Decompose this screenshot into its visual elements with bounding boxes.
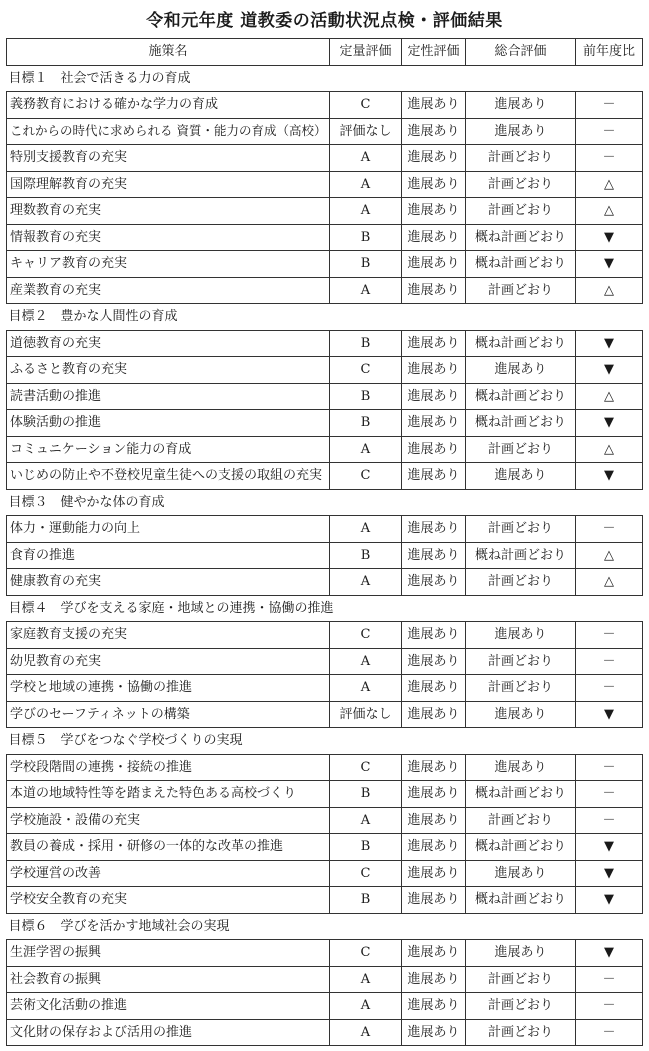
cell-year-compare: ▼ (576, 463, 643, 490)
cell-qualitative: 進展あり (402, 171, 466, 198)
goal-row (7, 913, 643, 940)
cell-quantitative: A (330, 277, 402, 304)
cell-qualitative: 進展あり (402, 330, 466, 357)
cell-year-compare: － (576, 807, 643, 834)
table-row (7, 198, 643, 225)
cell-overall: 進展あり (466, 940, 576, 967)
cell-overall: 計画どおり (466, 145, 576, 172)
cell-overall: 進展あり (466, 754, 576, 781)
cell-year-compare: － (576, 145, 643, 172)
cell-overall: 概ね計画どおり (466, 781, 576, 808)
table-body (7, 65, 643, 1046)
cell-year-compare: ▼ (576, 887, 643, 914)
cell-overall: 計画どおり (466, 198, 576, 225)
cell-quantitative: B (330, 887, 402, 914)
cell-year-compare: ▼ (576, 357, 643, 384)
cell-year-compare: － (576, 622, 643, 649)
goal-heading: 目標５ 学びをつなぐ学校づくりの実現 (7, 728, 643, 755)
cell-qualitative: 進展あり (402, 251, 466, 278)
cell-quantitative: B (330, 330, 402, 357)
cell-overall: 概ね計画どおり (466, 887, 576, 914)
table-row (7, 436, 643, 463)
table-row (7, 993, 643, 1020)
cell-qualitative: 進展あり (402, 622, 466, 649)
cell-overall: 計画どおり (466, 966, 576, 993)
cell-quantitative: 評価なし (330, 701, 402, 728)
header-year-compare: 前年度比 (576, 39, 643, 66)
cell-year-compare: ▼ (576, 330, 643, 357)
cell-overall: 進展あり (466, 701, 576, 728)
cell-quantitative: A (330, 145, 402, 172)
cell-policy-name: 道徳教育の充実 (7, 330, 330, 357)
cell-qualitative: 進展あり (402, 118, 466, 145)
cell-quantitative: A (330, 1019, 402, 1046)
cell-year-compare: △ (576, 171, 643, 198)
cell-policy-name: 教員の養成・採用・研修の一体的な改革の推進 (7, 834, 330, 861)
cell-policy-name: 体力・運動能力の向上 (7, 516, 330, 543)
table-row (7, 357, 643, 384)
cell-quantitative: B (330, 781, 402, 808)
cell-qualitative: 進展あり (402, 807, 466, 834)
goal-heading: 目標３ 健やかな体の育成 (7, 489, 643, 516)
cell-policy-name: これからの時代に求められる 資質・能力の育成（高校） (7, 118, 330, 145)
cell-year-compare: △ (576, 277, 643, 304)
cell-year-compare: ▼ (576, 410, 643, 437)
cell-policy-name: 学校施設・設備の充実 (7, 807, 330, 834)
table-row (7, 145, 643, 172)
cell-year-compare: － (576, 92, 643, 119)
cell-qualitative: 進展あり (402, 754, 466, 781)
cell-policy-name: 学校と地域の連携・協働の推進 (7, 675, 330, 702)
cell-year-compare: － (576, 675, 643, 702)
cell-qualitative: 進展あり (402, 966, 466, 993)
cell-qualitative: 進展あり (402, 569, 466, 596)
cell-overall: 進展あり (466, 860, 576, 887)
cell-policy-name: 国際理解教育の充実 (7, 171, 330, 198)
cell-policy-name: 情報教育の充実 (7, 224, 330, 251)
cell-qualitative: 進展あり (402, 516, 466, 543)
cell-year-compare: － (576, 1019, 643, 1046)
cell-overall: 計画どおり (466, 807, 576, 834)
header-quantitative: 定量評価 (330, 39, 402, 66)
table-row (7, 330, 643, 357)
cell-qualitative: 進展あり (402, 993, 466, 1020)
table-row (7, 1019, 643, 1046)
cell-policy-name: 本道の地域特性等を踏まえた特色ある高校づくり (7, 781, 330, 808)
cell-year-compare: － (576, 754, 643, 781)
cell-overall: 進展あり (466, 357, 576, 384)
cell-quantitative: C (330, 860, 402, 887)
cell-quantitative: A (330, 675, 402, 702)
cell-overall: 進展あり (466, 92, 576, 119)
cell-qualitative: 進展あり (402, 940, 466, 967)
header-policy-name: 施策名 (7, 39, 330, 66)
cell-year-compare: △ (576, 383, 643, 410)
table-row (7, 648, 643, 675)
cell-overall: 概ね計画どおり (466, 251, 576, 278)
cell-overall: 概ね計画どおり (466, 542, 576, 569)
cell-quantitative: C (330, 92, 402, 119)
table-row (7, 675, 643, 702)
cell-quantitative: B (330, 224, 402, 251)
goal-heading: 目標６ 学びを活かす地域社会の実現 (7, 913, 643, 940)
cell-policy-name: 健康教育の充実 (7, 569, 330, 596)
table-row (7, 701, 643, 728)
table-row (7, 887, 643, 914)
table-row (7, 754, 643, 781)
cell-qualitative: 進展あり (402, 542, 466, 569)
table-row (7, 860, 643, 887)
table-row (7, 463, 643, 490)
goal-heading: 目標４ 学びを支える家庭・地域との連携・協働の推進 (7, 595, 643, 622)
cell-quantitative: A (330, 171, 402, 198)
cell-qualitative: 進展あり (402, 383, 466, 410)
cell-qualitative: 進展あり (402, 92, 466, 119)
cell-overall: 概ね計画どおり (466, 383, 576, 410)
table-row (7, 277, 643, 304)
cell-qualitative: 進展あり (402, 834, 466, 861)
cell-qualitative: 進展あり (402, 701, 466, 728)
cell-policy-name: コミュニケーション能力の育成 (7, 436, 330, 463)
cell-policy-name: 読書活動の推進 (7, 383, 330, 410)
cell-policy-name: 学校段階間の連携・接続の推進 (7, 754, 330, 781)
cell-quantitative: A (330, 807, 402, 834)
cell-qualitative: 進展あり (402, 410, 466, 437)
table-row (7, 940, 643, 967)
cell-overall: 計画どおり (466, 993, 576, 1020)
table-row (7, 410, 643, 437)
evaluation-table (6, 38, 643, 1046)
table-row (7, 781, 643, 808)
cell-overall: 計画どおり (466, 648, 576, 675)
cell-qualitative: 進展あり (402, 781, 466, 808)
cell-year-compare: ▼ (576, 701, 643, 728)
cell-quantitative: C (330, 940, 402, 967)
cell-policy-name: 幼児教育の充実 (7, 648, 330, 675)
goal-row (7, 65, 643, 92)
cell-policy-name: 芸術文化活動の推進 (7, 993, 330, 1020)
table-header-row (7, 39, 643, 66)
cell-year-compare: － (576, 516, 643, 543)
cell-overall: 進展あり (466, 622, 576, 649)
cell-year-compare: △ (576, 198, 643, 225)
cell-policy-name: いじめの防止や不登校児童生徒への支援の取組の充実 (7, 463, 330, 490)
cell-overall: 計画どおり (466, 1019, 576, 1046)
table-row (7, 834, 643, 861)
table-row (7, 569, 643, 596)
cell-overall: 計画どおり (466, 516, 576, 543)
cell-overall: 概ね計画どおり (466, 410, 576, 437)
cell-policy-name: 義務教育における確かな学力の育成 (7, 92, 330, 119)
table-row (7, 224, 643, 251)
cell-quantitative: 評価なし (330, 118, 402, 145)
cell-year-compare: － (576, 781, 643, 808)
goal-row (7, 728, 643, 755)
cell-qualitative: 進展あり (402, 277, 466, 304)
cell-policy-name: 理数教育の充実 (7, 198, 330, 225)
cell-quantitative: B (330, 251, 402, 278)
cell-policy-name: 産業教育の充実 (7, 277, 330, 304)
cell-qualitative: 進展あり (402, 198, 466, 225)
cell-overall: 概ね計画どおり (466, 224, 576, 251)
cell-overall: 計画どおり (466, 569, 576, 596)
cell-quantitative: C (330, 622, 402, 649)
cell-qualitative: 進展あり (402, 145, 466, 172)
cell-quantitative: B (330, 410, 402, 437)
cell-policy-name: 食育の推進 (7, 542, 330, 569)
cell-year-compare: ▼ (576, 224, 643, 251)
cell-policy-name: 特別支援教育の充実 (7, 145, 330, 172)
page-title: 令和元年度 道教委の活動状況点検・評価結果 (146, 11, 503, 31)
cell-qualitative: 進展あり (402, 675, 466, 702)
cell-quantitative: C (330, 357, 402, 384)
cell-qualitative: 進展あり (402, 860, 466, 887)
table-row (7, 171, 643, 198)
cell-quantitative: B (330, 383, 402, 410)
cell-quantitative: A (330, 648, 402, 675)
cell-overall: 進展あり (466, 463, 576, 490)
cell-overall: 計画どおり (466, 277, 576, 304)
goal-row (7, 595, 643, 622)
cell-year-compare: － (576, 966, 643, 993)
table-row (7, 383, 643, 410)
goal-row (7, 489, 643, 516)
cell-year-compare: － (576, 648, 643, 675)
cell-quantitative: A (330, 436, 402, 463)
cell-quantitative: B (330, 542, 402, 569)
table-row (7, 516, 643, 543)
cell-quantitative: B (330, 834, 402, 861)
cell-qualitative: 進展あり (402, 357, 466, 384)
cell-quantitative: A (330, 198, 402, 225)
cell-year-compare: △ (576, 436, 643, 463)
cell-overall: 進展あり (466, 118, 576, 145)
cell-overall: 計画どおり (466, 675, 576, 702)
table-row (7, 251, 643, 278)
cell-year-compare: ▼ (576, 834, 643, 861)
table-row (7, 622, 643, 649)
header-qualitative: 定性評価 (402, 39, 466, 66)
cell-policy-name: 社会教育の振興 (7, 966, 330, 993)
table-row (7, 118, 643, 145)
cell-policy-name: 学校運営の改善 (7, 860, 330, 887)
cell-policy-name: 学校安全教育の充実 (7, 887, 330, 914)
cell-qualitative: 進展あり (402, 1019, 466, 1046)
cell-policy-name: 家庭教育支援の充実 (7, 622, 330, 649)
cell-qualitative: 進展あり (402, 463, 466, 490)
cell-policy-name: ふるさと教育の充実 (7, 357, 330, 384)
cell-year-compare: － (576, 993, 643, 1020)
cell-qualitative: 進展あり (402, 224, 466, 251)
cell-qualitative: 進展あり (402, 436, 466, 463)
cell-qualitative: 進展あり (402, 648, 466, 675)
cell-overall: 計画どおり (466, 436, 576, 463)
table-row (7, 966, 643, 993)
cell-policy-name: 体験活動の推進 (7, 410, 330, 437)
cell-year-compare: ▼ (576, 860, 643, 887)
cell-quantitative: A (330, 516, 402, 543)
cell-overall: 概ね計画どおり (466, 330, 576, 357)
cell-quantitative: C (330, 754, 402, 781)
table-row (7, 542, 643, 569)
cell-policy-name: 学びのセーフティネットの構築 (7, 701, 330, 728)
cell-quantitative: C (330, 463, 402, 490)
goal-row (7, 304, 643, 331)
cell-year-compare: △ (576, 569, 643, 596)
cell-policy-name: 生涯学習の振興 (7, 940, 330, 967)
goal-heading: 目標１ 社会で活きる力の育成 (7, 65, 643, 92)
cell-quantitative: A (330, 993, 402, 1020)
cell-year-compare: △ (576, 542, 643, 569)
table-row (7, 92, 643, 119)
cell-year-compare: ▼ (576, 940, 643, 967)
cell-overall: 概ね計画どおり (466, 834, 576, 861)
goal-heading: 目標２ 豊かな人間性の育成 (7, 304, 643, 331)
cell-overall: 計画どおり (466, 171, 576, 198)
cell-year-compare: ▼ (576, 251, 643, 278)
header-overall: 総合評価 (466, 39, 576, 66)
cell-policy-name: キャリア教育の充実 (7, 251, 330, 278)
cell-year-compare: － (576, 118, 643, 145)
table-row (7, 807, 643, 834)
cell-policy-name: 文化財の保存および活用の推進 (7, 1019, 330, 1046)
cell-quantitative: A (330, 966, 402, 993)
cell-quantitative: A (330, 569, 402, 596)
cell-qualitative: 進展あり (402, 887, 466, 914)
